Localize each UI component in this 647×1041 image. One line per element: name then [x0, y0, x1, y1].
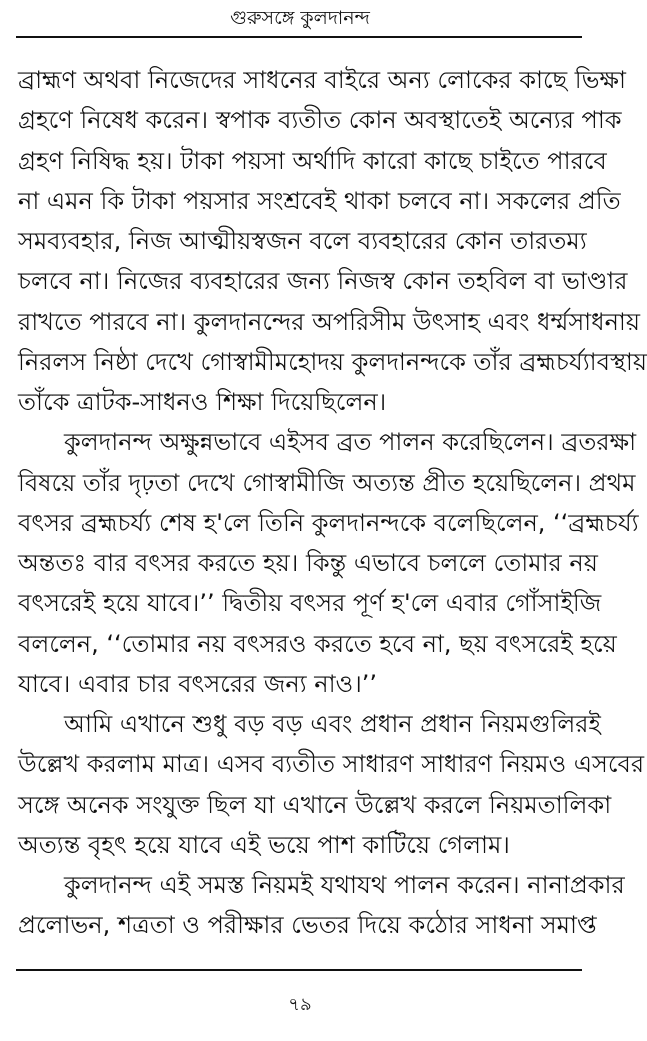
text-line: তাঁকে ত্রাটক-সাধনও শিক্ষা দিয়েছিলেন।: [18, 388, 387, 416]
footer-rule: [16, 969, 582, 971]
paragraph: [18, 422, 639, 704]
text-line: না এমন কি টাকা পয়সার সংশ্রবেই থাকা চলবে না। সকলের প্রতি: [18, 186, 621, 215]
text-line: রাখতে পারবে না। কুলদানন্দের অপরিসীম উৎসাহ এবং ধর্ম্মসাধনায়: [18, 307, 641, 336]
header-rule: [16, 36, 582, 38]
text-line: সমব্যবহার, নিজ আত্মীয়স্বজন বলে ব্যবহারের কোন তারতম্য: [18, 227, 587, 255]
text-line: কুলদানন্দ এই সমস্ত নিয়মই যথাযথ পালন করেন। নানাপ্রকার: [64, 871, 625, 899]
text-line: বিষয়ে তাঁর দৃঢ়তা দেখে গোস্বামীজি অত্যন্ত প্রীত হয়েছিলেন। প্রথম: [18, 468, 636, 497]
text-line: গ্রহণ নিষিদ্ধ হয়। টাকা পয়সা অর্থাদি কারো কাছে চাইতে পারবে: [18, 146, 607, 175]
page-number: ৭৯: [288, 994, 312, 1015]
text-line: ব্রাহ্মণ অথবা নিজেদের সাধনের বাইরে অন্য লোকের কাছে ভিক্ষা: [18, 66, 626, 94]
text-line: সঙ্গে অনেক সংযুক্ত ছিল যা এখানে উল্লেখ করলে নিয়মতালিকা: [18, 790, 612, 819]
text-line: বৎসরেই হয়ে যাবে।’’ দ্বিতীয় বৎসর পূর্ণ হ'লে এবার গোঁসাইজি: [18, 589, 602, 618]
running-head: গুরুসঙ্গে কুলদানন্দ: [230, 7, 370, 29]
text-line: যাবে। এবার চার বৎসরের জন্য নাও।’’: [18, 669, 378, 698]
paragraph: [18, 865, 625, 946]
text-line: কুলদানন্দ অক্ষুন্নভাবে এইসব ব্রত পালন করেছিলেন। ব্রতরক্ষা: [64, 428, 637, 457]
text-line: আমি এখানে শুধু বড় বড় এবং প্রধান প্রধান নিয়মগুলিরই: [64, 710, 601, 738]
text-line: বললেন, ‘‘তোমার নয় বৎসরও করতে হবে না, ছয় বৎসরেই হয়ে: [18, 629, 617, 658]
paragraph: [18, 704, 645, 865]
text-line: বৎসর ব্রহ্মচর্য্য শেষ হ'লে তিনি কুলদানন্দকে বলেছিলেন, ‘‘ব্রহ্মচর্য্য: [18, 508, 639, 537]
body-text: [18, 60, 647, 946]
text-line: অন্ততঃ বার বৎসর করতে হয়। কিন্তু এভাবে চললে তোমার নয়: [18, 549, 598, 577]
text-line: অত্যন্ত বৃহৎ হয়ে যাবে এই ভয়ে পাশ কাটিয়ে গেলাম।: [18, 830, 510, 859]
text-line: নিরলস নিষ্ঠা দেখে গোস্বামীমহোদয় কুলদানন্দকে তাঁর ব্রহ্মচর্য্যাবস্থায়: [18, 347, 647, 376]
text-line: গ্রহণে নিষেধ করেন। স্বপাক ব্যতীত কোন অবস্থাতেই অন্যের পাক: [18, 106, 622, 135]
text-line: চলবে না। নিজের ব্যবহারের জন্য নিজস্ব কোন তহবিল বা ভাণ্ডার: [18, 267, 628, 296]
text-line: প্রলোভন, শত্রতা ও পরীক্ষার ভেতর দিয়ে কঠোর সাধনা সমাপ্ত: [18, 911, 597, 940]
text-line: উল্লেখ করলাম মাত্র। এসব ব্যতীত সাধারণ সাধারণ নিয়মও এসবের: [18, 750, 645, 779]
paragraph: [18, 60, 647, 422]
